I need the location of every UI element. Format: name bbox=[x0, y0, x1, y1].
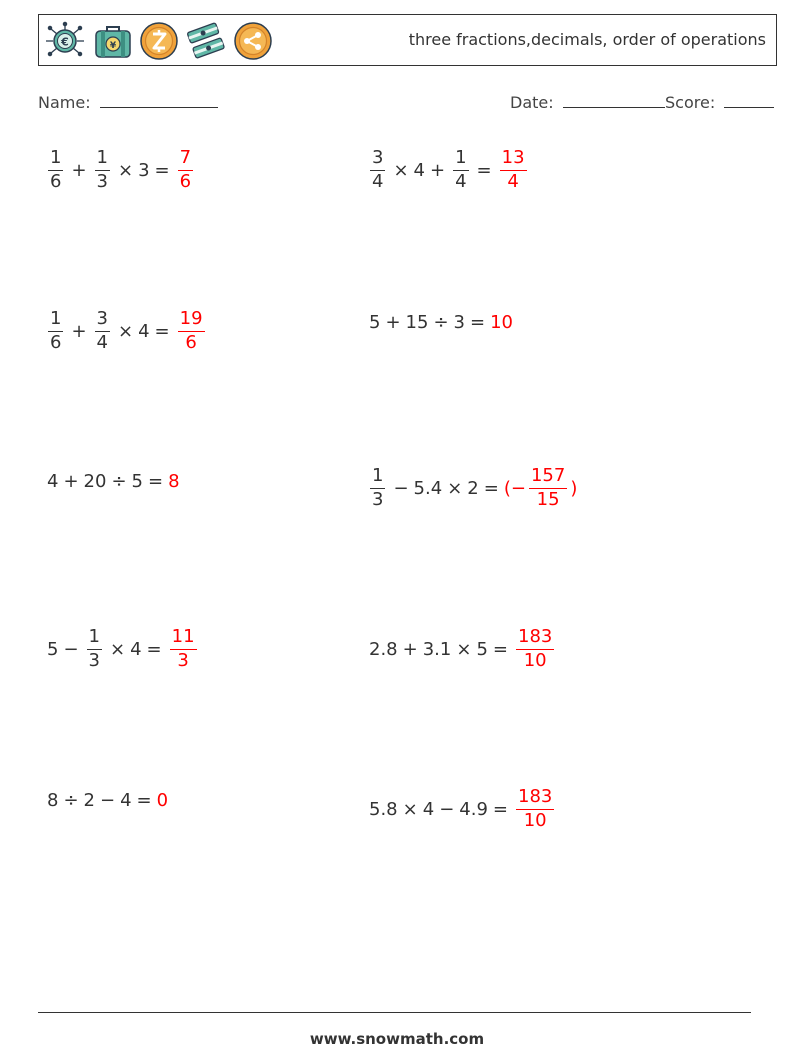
worksheet-title: three fractions,decimals, order of operations bbox=[408, 30, 766, 49]
euro-coin-icon bbox=[43, 21, 87, 61]
zcash-coin-icon bbox=[139, 21, 179, 61]
score-label: Score: bbox=[665, 93, 716, 112]
footer-divider bbox=[38, 1012, 751, 1013]
fraction: $\frac{1}{6}$ bbox=[50, 308, 62, 353]
problem-8: 2.8 + 3.1 × 5 = $\frac{183}{10}$ bbox=[369, 626, 553, 671]
fraction: $\frac{3}{4}$ bbox=[96, 308, 108, 353]
answer-open-paren: ( bbox=[503, 477, 511, 499]
answer: $\frac{7}{6}$ bbox=[179, 147, 192, 192]
answer-close-paren: ) bbox=[570, 477, 578, 499]
answer: $\frac{13}{4}$ bbox=[501, 147, 525, 192]
answer: $\frac{183}{10}$ bbox=[518, 786, 553, 831]
fraction: $\frac{1}{3}$ bbox=[96, 147, 108, 192]
answer: 8 bbox=[168, 471, 180, 492]
date-field bbox=[510, 93, 665, 112]
answer: 10 bbox=[490, 312, 513, 333]
yen-suitcase-icon bbox=[93, 21, 133, 61]
fraction: $\frac{1}{3}$ bbox=[88, 626, 100, 671]
answer: $\frac{157}{15}$ bbox=[530, 465, 566, 510]
answer: 0 bbox=[156, 790, 169, 811]
score-blank[interactable] bbox=[724, 93, 774, 108]
worksheet-header bbox=[38, 14, 777, 66]
problem-3: $\frac{1}{6}$ + $\frac{3}{4}$ × 4 = $\frac{19}{6}$ bbox=[50, 308, 203, 353]
share-coin-icon bbox=[233, 21, 273, 61]
problem-7: 5 − $\frac{1}{3}$ × 4 = $\frac{11}{3}$ bbox=[47, 626, 195, 671]
answer: $\frac{11}{3}$ bbox=[171, 626, 195, 671]
svg-text:€: € bbox=[61, 35, 69, 49]
date-blank[interactable] bbox=[563, 93, 665, 108]
fraction: $\frac{3}{4}$ bbox=[372, 147, 384, 192]
date-label: Date: bbox=[510, 93, 554, 112]
problem-4: 5 + 15 ÷ 3 = 10 bbox=[369, 312, 513, 333]
problem-2: $\frac{3}{4}$ × 4 + $\frac{1}{4}$ = $\frac{13}{4}$ bbox=[372, 147, 525, 192]
fraction: $\frac{1}{3}$ bbox=[372, 465, 384, 510]
problem-5: 4 + 20 ÷ 5 = 8 bbox=[47, 471, 180, 492]
svg-text:¥: ¥ bbox=[109, 41, 117, 51]
money-stack-icon bbox=[185, 21, 227, 61]
fraction: $\frac{1}{6}$ bbox=[50, 147, 62, 192]
answer: $\frac{183}{10}$ bbox=[518, 626, 553, 671]
score-field bbox=[665, 93, 774, 112]
footer-url[interactable]: www.snowmath.com bbox=[309, 1030, 485, 1048]
problem-1: $\frac{1}{6}$ + $\frac{1}{3}$ × 3 = $\frac{7}{6}$ bbox=[50, 147, 192, 192]
problem-10: 5.8 × 4 − 4.9 = $\frac{183}{10}$ bbox=[369, 786, 553, 831]
header-icons bbox=[43, 20, 273, 62]
answer-negative-sign: − bbox=[510, 477, 526, 499]
answer: $\frac{19}{6}$ bbox=[179, 308, 203, 353]
name-field bbox=[38, 93, 218, 112]
name-label: Name: bbox=[38, 93, 91, 112]
name-blank[interactable] bbox=[100, 93, 218, 108]
problem-9: 8 ÷ 2 − 4 = 0 bbox=[47, 790, 169, 811]
fraction: $\frac{1}{4}$ bbox=[455, 147, 467, 192]
problem-6: $\frac{1}{3}$ − 5.4 × 2 = ( − $\frac{157}{15}$ ) bbox=[372, 465, 578, 510]
